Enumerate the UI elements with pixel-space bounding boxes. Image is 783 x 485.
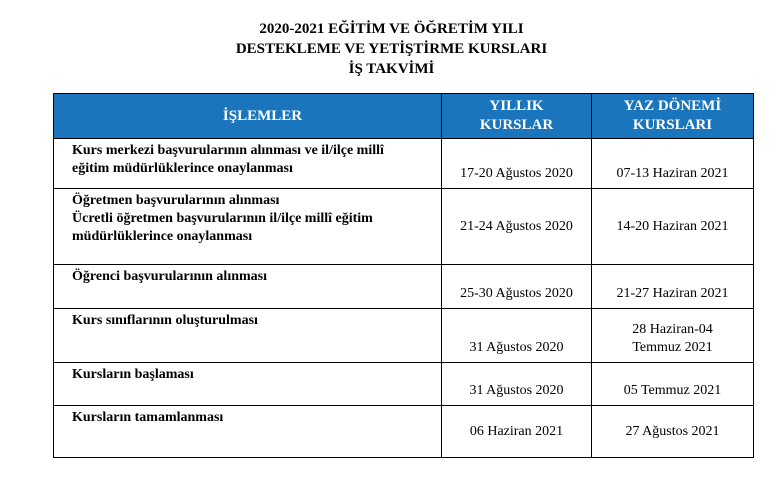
yearly-date-cell [442, 406, 592, 458]
operation-cell [54, 309, 442, 363]
operation-text: Kursların başlaması [72, 367, 194, 382]
summer-date-cell [592, 265, 754, 309]
yearly-date-cell [442, 265, 592, 309]
summer-date: 05 Temmuz 2021 [623, 383, 722, 398]
summer-date: 21-27 Haziran 2021 [616, 286, 729, 301]
summer-date-cell [592, 406, 754, 458]
operation-text: Öğretmen başvurularının alınması [72, 193, 280, 208]
header-yearly-line-2: KURSLAR [479, 117, 554, 133]
table-row [54, 309, 754, 363]
summer-date: 14-20 Haziran 2021 [616, 218, 729, 234]
table-row [54, 363, 754, 406]
yearly-date: 25-30 Ağustos 2020 [460, 286, 573, 301]
yearly-date-cell [442, 189, 592, 265]
header-summer-line-1: YAZ DÖNEMİ [623, 98, 722, 114]
yearly-date-cell [442, 139, 592, 189]
table-row [54, 139, 754, 189]
summer-date-cell [592, 363, 754, 406]
title-line-2: DESTEKLEME VE YETİŞTİRME KURSLARI [235, 41, 548, 57]
yearly-date: 31 Ağustos 2020 [469, 340, 564, 355]
operation-text: Kurs sınıflarının oluşturulması [72, 313, 258, 328]
yearly-date-cell [442, 309, 592, 363]
yearly-date: 17-20 Ağustos 2020 [460, 166, 573, 181]
header-yearly-courses [442, 94, 592, 139]
table-header-row [54, 94, 754, 139]
operation-cell [54, 363, 442, 406]
summer-date: 28 Haziran-04 [632, 322, 713, 337]
schedule-table [53, 93, 754, 458]
operation-text: Kurs merkezi başvurularının alınması ve il/ilçe millî [72, 143, 384, 158]
table-row [54, 189, 754, 265]
header-yearly-line-1: YILLIK [489, 98, 544, 114]
operation-text: Kursların tamamlanması [72, 410, 224, 425]
header-summer-line-2: KURSLARI [632, 117, 713, 133]
operation-cell [54, 406, 442, 458]
summer-date-cell [592, 139, 754, 189]
operation-cell [54, 265, 442, 309]
title-line-1: 2020-2021 EĞİTİM VE ÖĞRETİM YILI [259, 21, 524, 37]
operation-text: eğitim müdürlüklerince onaylanması [72, 161, 293, 176]
table-row [54, 265, 754, 309]
document-title [0, 19, 783, 79]
summer-date-cell [592, 189, 754, 265]
yearly-date: 21-24 Ağustos 2020 [460, 218, 573, 234]
operation-text: Öğrenci başvurularının alınması [72, 269, 267, 284]
title-line-3: İŞ TAKVİMİ [348, 61, 435, 77]
header-operations-label: İŞLEMLER [222, 107, 303, 124]
table-row [54, 406, 754, 458]
yearly-date-cell [442, 363, 592, 406]
header-summer-courses [592, 94, 754, 139]
yearly-date: 06 Haziran 2021 [469, 423, 564, 439]
summer-date-cell [592, 309, 754, 363]
summer-date: Temmuz 2021 [632, 340, 713, 355]
header-operations [54, 94, 442, 139]
operation-cell [54, 139, 442, 189]
operation-text: Ücretli öğretmen başvurularının il/ilçe millî eğitim [72, 211, 373, 226]
yearly-date: 31 Ağustos 2020 [469, 383, 564, 398]
operation-cell [54, 189, 442, 265]
summer-date: 27 Ağustos 2021 [625, 423, 720, 439]
operation-text: müdürlüklerince onaylanması [72, 229, 253, 244]
summer-date: 07-13 Haziran 2021 [616, 166, 729, 181]
